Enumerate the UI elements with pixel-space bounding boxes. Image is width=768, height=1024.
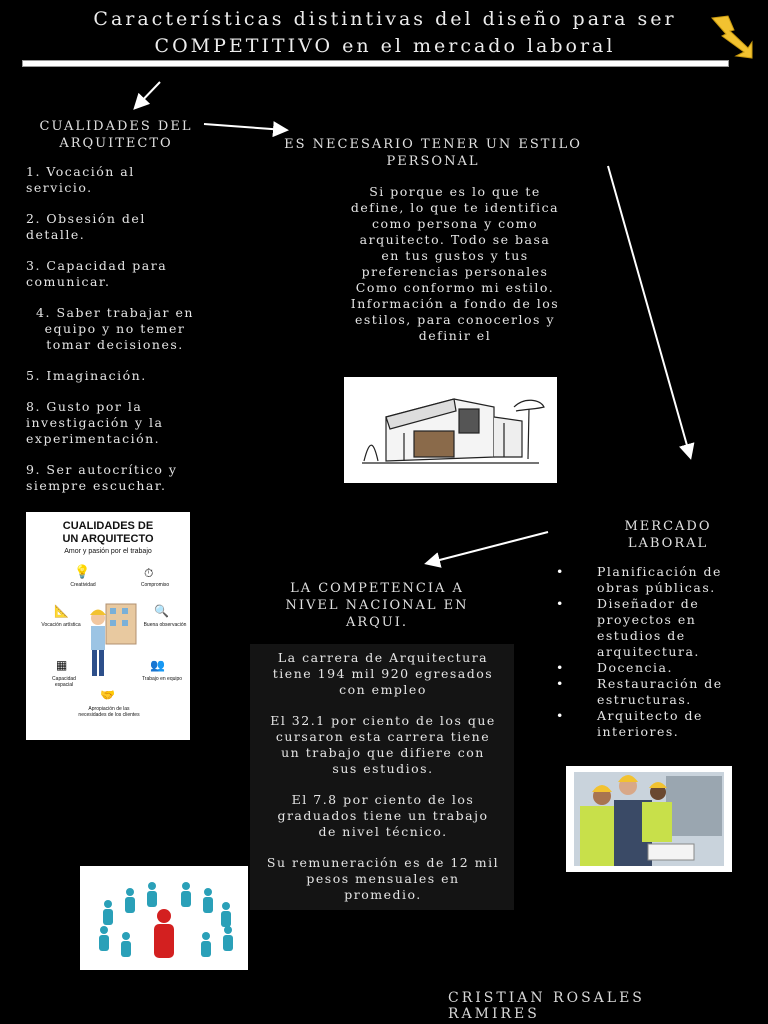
- estilo-body: Si porque es lo que te define, lo que te identifica como persona y como arquitecto. Todo se basa en tus gustos y tus preferencias personales Como conformo mi estilo. Información a fondo de los estilos, para conocerlos y definir el: [350, 184, 560, 343]
- drafting-tools-icon: 📐: [54, 604, 69, 618]
- label-vocacion: Vocación artística: [41, 622, 81, 628]
- people-network-image: [80, 866, 248, 970]
- team-icon: 👥: [150, 658, 165, 672]
- quality-item: 5. Imaginación.: [26, 368, 147, 383]
- mercado-item: • Arquitecto de interiores.: [556, 708, 746, 740]
- qualities-list: [26, 164, 204, 509]
- arrow-qualities-to-estilo: [204, 124, 285, 130]
- title-line-2: COMPETITIVO en el mercado laboral: [154, 35, 616, 57]
- stopwatch-icon: ⏱: [144, 566, 154, 580]
- workers-illustration: [566, 766, 732, 872]
- competencia-paragraph: El 7.8 por ciento de los graduados tiene un trabajo de nivel técnico.: [277, 792, 489, 839]
- house-drawing: [344, 377, 557, 483]
- competencia-paragraph: La carrera de Arquitectura tiene 194 mil 920 egresados con empleo: [272, 650, 494, 697]
- label-capacidad: Capacidad espacial: [52, 676, 76, 688]
- label-buena: Buena observación: [143, 622, 187, 628]
- quality-item: 9. Ser autocrítico y siempre escuchar.: [26, 462, 178, 493]
- quality-item: 2. Obsesión del detalle.: [26, 211, 146, 242]
- estilo-heading: ES NECESARIO TENER UN ESTILO PERSONAL: [284, 137, 582, 169]
- mercado-list: [556, 564, 746, 740]
- qualities-heading: CUALIDADES DEL ARQUITECTO: [39, 119, 193, 151]
- infographic-subtitle: Amor y pasión por el trabajo: [64, 548, 152, 555]
- qualities-infographic: [26, 512, 190, 740]
- competencia-heading: LA COMPETENCIA A NIVEL NACIONAL EN ARQUI.: [285, 581, 469, 630]
- label-compromiso: Compromiso: [140, 582, 170, 588]
- house-sketch-image: [344, 377, 557, 483]
- architect-figure-illustration: [82, 596, 138, 686]
- quality-item: 1. Vocación al servicio.: [26, 164, 135, 195]
- mercado-item: • Restauración de estructuras.: [556, 676, 746, 708]
- mercado-item: • Docencia.: [556, 660, 746, 676]
- mercado-item: • Planificación de obras públicas.: [556, 564, 746, 596]
- arrow-mercado-to-competencia: [428, 532, 548, 563]
- leader-figure: [154, 909, 174, 958]
- workers-photo: [566, 766, 732, 872]
- mercado-heading: MERCADO LABORAL: [624, 519, 712, 551]
- magnifier-icon: 🔍: [154, 604, 169, 618]
- quality-item: 3. Capacidad para comunicar.: [26, 258, 168, 289]
- label-trabajo: Trabajo en equipo: [141, 676, 183, 682]
- people-network-illustration: [80, 866, 248, 970]
- competencia-paragraph: Su remuneración es de 12 mil pesos mensuales en promedio.: [266, 855, 500, 902]
- handshake-icon: 🤝: [100, 688, 115, 702]
- lightbulb-icon: 💡: [74, 564, 91, 579]
- mercado-item: • Diseñador de proyectos en estudios de arquitectura.: [556, 596, 746, 660]
- infographic-title: CUALIDADES DE UN ARQUITECTO: [62, 520, 154, 545]
- arrow-estilo-to-mercado: [608, 166, 690, 456]
- title-line-1: Características distintivas del diseño para ser: [93, 8, 677, 30]
- floorplan-icon: ▦: [56, 658, 68, 672]
- quality-item: 8. Gusto por la investigación y la experimentación.: [26, 399, 164, 446]
- arrow-title-to-qualities: [136, 82, 160, 107]
- label-creatividad: Creatividad: [70, 582, 96, 588]
- author-name: CRISTIAN ROSALES RAMIRES: [448, 990, 645, 1022]
- competencia-box: [250, 644, 514, 910]
- label-apropiacion: Apropiación de las necesidades de los clientes: [78, 706, 140, 718]
- quality-item: 4. Saber trabajar en equipo y no temer tomar decisiones.: [36, 305, 194, 352]
- competencia-paragraph: El 32.1 por ciento de los que cursaron esta carrera tiene un trabajo que difiere con sus estudios.: [270, 713, 496, 776]
